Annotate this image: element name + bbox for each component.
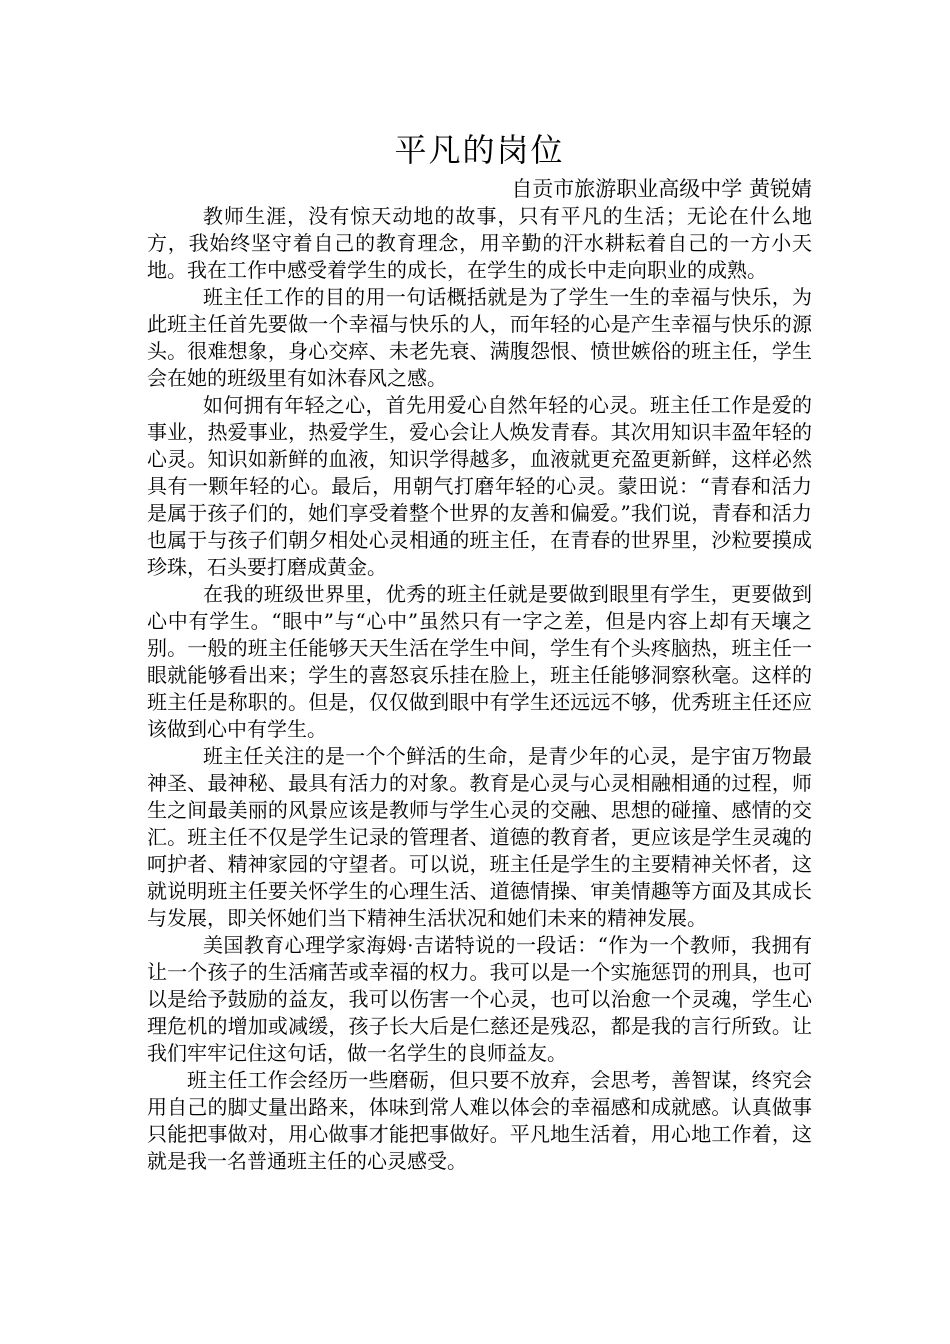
paragraph-3: 如何拥有年轻之心，首先用爱心自然年轻的心灵。班主任工作是爱的事业，热爱事业，热爱学生，爱心会让人焕发青春。其次用知识丰盈年轻的心灵。知识如新鲜的血液，知识学得越多，血液就更充盈更新鲜，这样必然具有一颗年轻的心。最后，用朝气打磨年轻的心灵。蒙田说：“青春和活力是属于孩子们的，她们享受着整个世界的友善和偏爱。”我们说，青春和活力也属于与孩子们朝夕相处心灵相通的班主任，在青春的世界里，沙粒要摸成珍珠，石头要打磨成黄金。 [147, 393, 812, 579]
paragraph-6: 美国教育心理学家海姆·吉诺特说的一段话：“作为一个教师，我拥有让一个孩子的生活痛苦或幸福的权力。我可以是一个实施惩罚的刑具，也可以是给予鼓励的益友，我可以伤害一个心灵，也可以治愈一个灵魂，学生心理危机的增加或减缓，孩子长大后是仁慈还是残忍，都是我的言行所致。让我们牢牢记住这句话，做一名学生的良师益友。 [147, 933, 812, 1065]
document-page [147, 128, 812, 1175]
document-author: 自贡市旅游职业高级中学 黄锐婧 [511, 177, 812, 201]
paragraph-4: 在我的班级世界里，优秀的班主任就是要做到眼里有学生，更要做到心中有学生。“眼中”与“心中”虽然只有一字之差，但是内容上却有天壤之别。一般的班主任能够天天生活在学生中间，学生有个头疼脑热，班主任一眼就能够看出来；学生的喜怒哀乐挂在脸上，班主任能够洞察秋毫。这样的班主任是称职的。但是，仅仅做到眼中有学生还远远不够，优秀班主任还应该做到心中有学生。 [147, 582, 812, 741]
paragraph-7: 班主任工作会经历一些磨砺，但只要不放弃，会思考，善智谋，终究会用自己的脚丈量出路来，体味到常人难以体会的幸福感和成就感。认真做事只能把事做对，用心做事才能把事做好。平凡地生活着，用心地工作着，这就是我一名普通班主任的心灵感受。 [147, 1068, 812, 1173]
document-title: 平凡的岗位 [394, 131, 565, 169]
paragraph-2: 班主任工作的目的用一句话概括就是为了学生一生的幸福与快乐，为此班主任首先要做一个幸福与快乐的人，而年轻的心是产生幸福与快乐的源头。很难想象，身心交瘁、未老先衰、满腹怨恨、愤世嫉俗的班主任，学生会在她的班级里有如沐春风之感。 [147, 285, 812, 390]
paragraph-1: 教师生涯，没有惊天动地的故事，只有平凡的生活；无论在什么地方，我始终坚守着自己的教育理念，用辛勤的汗水耕耘着自己的一方小天地。我在工作中感受着学生的成长，在学生的成长中走向职业的成熟。 [147, 204, 812, 282]
paragraph-5: 班主任关注的是一个个鲜活的生命，是青少年的心灵，是宇宙万物最神圣、最神秘、最具有活力的对象。教育是心灵与心灵相融相通的过程，师生之间最美丽的风景应该是教师与学生心灵的交融、思想的碰撞、感情的交汇。班主任不仅是学生记录的管理者、道德的教育者，更应该是学生灵魂的呵护者、精神家园的守望者。可以说，班主任是学生的主要精神关怀者，这就说明班主任要关怀学生的心理生活、道德情操、审美情趣等方面及其成长与发展，即关怀她们当下精神生活状况和她们未来的精神发展。 [147, 744, 812, 930]
